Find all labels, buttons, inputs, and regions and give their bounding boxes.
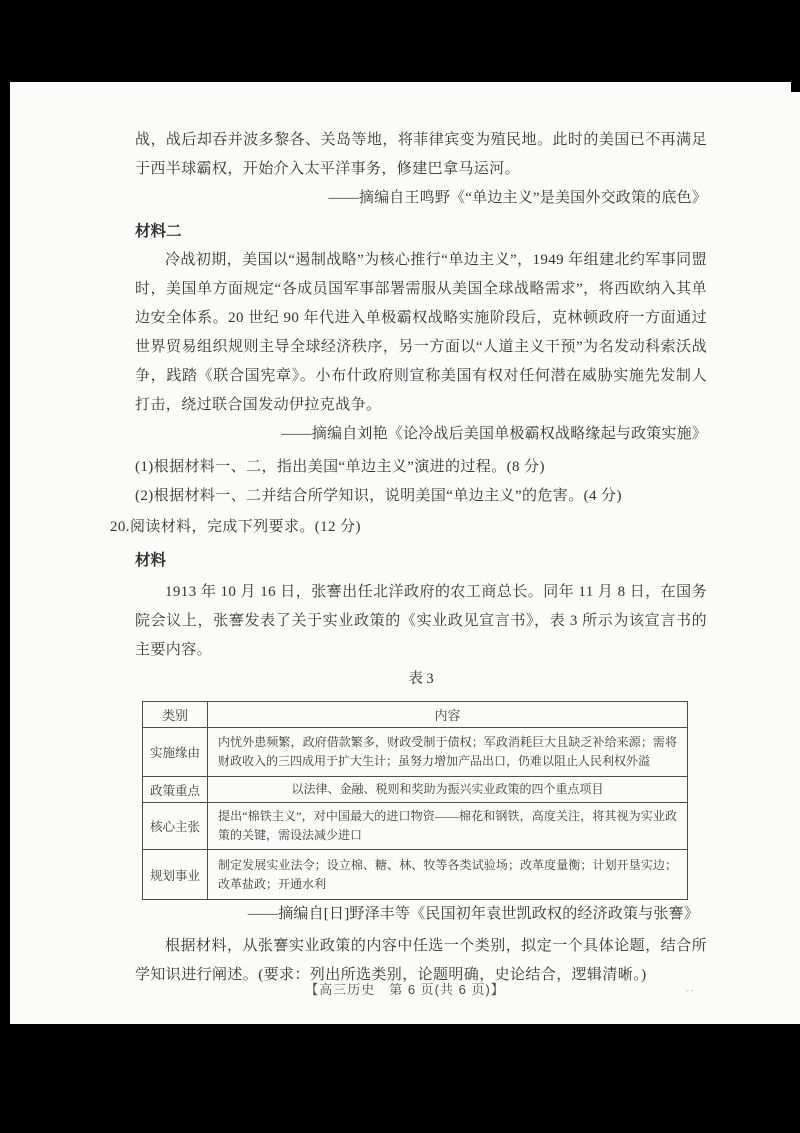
table-header-category: 类别 [143, 702, 208, 728]
row-label: 政策重点 [143, 777, 208, 803]
question20-material-label: 材料 [135, 552, 167, 569]
page-content [10, 82, 800, 990]
table-row-implementation-reason [143, 728, 688, 777]
table-header-row [143, 702, 688, 728]
row-label: 核心主张 [143, 803, 208, 850]
row-label: 规划事业 [143, 850, 208, 900]
policy-table [142, 701, 688, 900]
material2-label: 材料二 [135, 223, 182, 240]
question19-sub2: (2)根据材料一、二并结合所学知识，说明美国“单边主义”的危害。(4 分) [135, 488, 622, 504]
table-row-core-proposition [143, 803, 688, 850]
material1-source: ——摘编自王鸣野《“单边主义”是美国外交政策的底色》 [328, 190, 707, 206]
scan-artifact-notch [791, 82, 800, 92]
question20-task: 根据材料，从张謇实业政策的内容中任选一个类别，拟定一个具体论题，结合所学知识进行阐述。(要求：列出所选类别，论题明确，史论结合，逻辑清晰。) [135, 938, 707, 983]
row-content: 以法律、金融、税则和奖助为振兴实业政策的四个重点项目 [208, 777, 688, 803]
table-row-policy-focus [143, 777, 688, 803]
question20-stem-text: 阅读材料，完成下列要求。(12 分) [129, 519, 361, 535]
table-row-planned-undertakings [143, 850, 688, 900]
row-label: 实施缘由 [143, 728, 208, 777]
question20-number: 20. [110, 519, 130, 535]
page-footer: 【高三历史 第 6 页(共 6 页)】 [305, 982, 505, 997]
question20-material-source: ——摘编自[日]野泽丰等《民国初年袁世凯政权的经济政策与张謇》 [247, 906, 699, 922]
row-content: 制定发展实业法令；设立棉、糖、林、牧等各类试验场；改革度量衡；计划开垦实边；改革盐政；开通水利 [208, 850, 688, 900]
exam-page [10, 82, 800, 1024]
table-header-content: 内容 [208, 702, 688, 728]
question20-stem [110, 513, 707, 542]
material1-text-continuation: 战，战后却吞并波多黎各、关岛等地，将菲律宾变为殖民地。此时的美国已不再满足于西半球霸权，开始介入太平洋事务，修建巴拿马运河。 [135, 132, 707, 177]
scan-stray-mark: -- [685, 986, 695, 995]
material2-text: 冷战初期，美国以“遏制战略”为核心推行“单边主义”，1949 年组建北约军事同盟时，美国单方面规定“各成员国军事部署需服从美国全球战略需求”，将西欧纳入其单边安全体系。20 世纪 90 年代进入单极霸权战略实施阶段后，克林顿政府一方面通过世界贸易组织规则主导全球经济秩序，另一方面以“人道主义干预”为名发动科索沃战争，践踏《联合国宪章》。小布什政府则宣称美国有权对任何潜在威胁实施先发制人打击，绕过联合国发动伊拉克战争。 [135, 252, 707, 413]
material2-source: ——摘编自刘艳《论冷战后美国单极霸权战略缘起与政策实施》 [281, 426, 707, 442]
row-content: 提出“棉铁主义”，对中国最大的进口物资——棉花和钢铁，高度关注，将其视为实业政策的关键，需设法减少进口 [208, 803, 688, 850]
row-content: 内忧外患频繁，政府借款繁多，财政受制于债权；军政消耗巨大且缺乏补给来源；需将财政收入的三四成用于扩大生计；虽努力增加产品出口，仍难以阻止人民利权外溢 [208, 728, 688, 777]
question19-sub1: (1)根据材料一、二，指出美国“单边主义”演进的过程。(8 分) [135, 459, 545, 475]
table-caption: 表 3 [408, 671, 434, 687]
question20-material-text: 1913 年 10 月 16 日，张謇出任北洋政府的农工商总长。同年 11 月 8 日，在国务院会议上，张謇发表了关于实业政策的《实业政见宣言书》，表 3 所示为该宣言书的主要内容。 [135, 584, 707, 658]
